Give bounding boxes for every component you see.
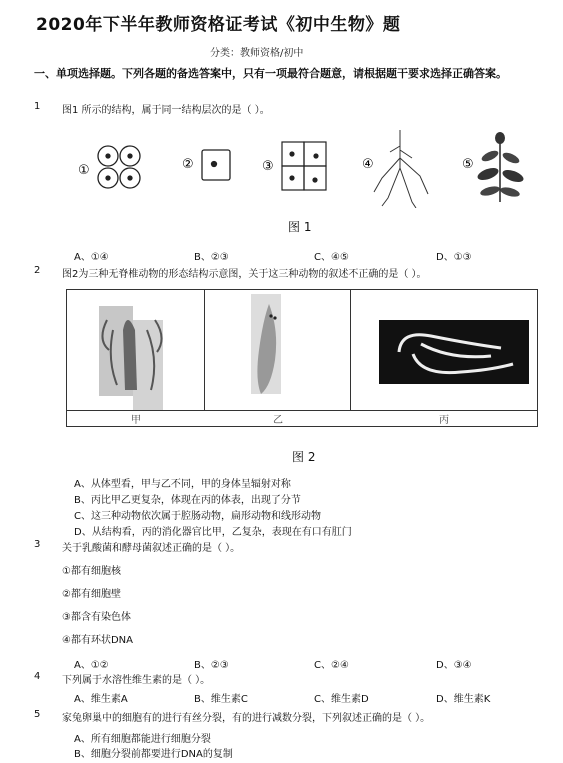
root-drawing <box>374 130 428 208</box>
question-1-number: 1 <box>34 101 41 112</box>
question-5-text: 家兔卵巢中的细胞有的进行有丝分裂，有的进行减数分裂，下列叙述正确的是（ ）。 <box>62 713 431 724</box>
q2-option-a[interactable]: A、从体型看，甲与乙不同，甲的身体呈辐射对称 <box>74 479 291 490</box>
question-2-text: 图2为三种无脊椎动物的形态结构示意图，关于这三种动物的叙述不正确的是（ ）。 <box>62 269 427 280</box>
q3-statement-1: ①都有细胞核 <box>62 566 121 577</box>
figure-1-label-4: ④ <box>362 157 374 172</box>
plant-drawing <box>476 132 525 202</box>
figure-1-caption: 图 1 <box>288 220 312 234</box>
figure-2-panel-bing <box>351 290 537 410</box>
question-1-text: 图1 所示的结构，属于同一结构层次的是（ ）。 <box>62 105 270 116</box>
figure-2-label-yi: 乙 <box>273 415 283 426</box>
figure-1-label-5: ⑤ <box>462 157 474 172</box>
q2-option-c[interactable]: C、这三种动物依次属于腔肠动物，扁形动物和线形动物 <box>74 511 321 522</box>
single-cell-drawing <box>202 150 230 180</box>
q5-option-a[interactable]: A、所有细胞都能进行细胞分裂 <box>74 734 211 745</box>
figure-1-label-3: ③ <box>262 159 274 174</box>
q3-statement-4: ④都有环状DNA <box>62 635 133 646</box>
q1-option-c[interactable]: C、④⑤ <box>314 252 349 263</box>
question-4-text: 下列属于水溶性维生素的是（ ）。 <box>62 675 211 686</box>
q2-option-b[interactable]: B、丙比甲乙更复杂，体现在丙的体表，出现了分节 <box>74 495 301 506</box>
q3-statement-3: ③都含有染色体 <box>62 612 131 623</box>
q2-option-d[interactable]: D、从结构看，丙的消化器官比甲，乙复杂，表现在有口有肛门 <box>74 527 352 538</box>
q1-option-a[interactable]: A、①④ <box>74 252 109 263</box>
q3-option-b[interactable]: B、②③ <box>194 660 229 671</box>
q3-option-c[interactable]: C、②④ <box>314 660 349 671</box>
flatworm-drawing <box>205 290 351 410</box>
jellyfish-drawing <box>67 290 205 410</box>
question-2-number: 2 <box>34 265 41 276</box>
q4-option-c[interactable]: C、维生素D <box>314 694 369 705</box>
question-5-number: 5 <box>34 709 41 720</box>
question-3-text: 关于乳酸菌和酵母菌叙述正确的是（ ）。 <box>62 543 241 554</box>
figure-1-label-2: ② <box>182 157 194 172</box>
question-3-number: 3 <box>34 539 41 550</box>
q4-option-a[interactable]: A、维生素A <box>74 694 128 705</box>
q3-option-a[interactable]: A、①② <box>74 660 109 671</box>
figure-1 <box>70 128 530 208</box>
category-label: 分类：教师资格/初中 <box>210 48 304 59</box>
q4-option-b[interactable]: B、维生素C <box>194 694 248 705</box>
q1-option-b[interactable]: B、②③ <box>194 252 229 263</box>
figure-1-label-1: ① <box>78 163 90 178</box>
question-4-number: 4 <box>34 671 41 682</box>
figure-2-label-jia: 甲 <box>131 415 141 426</box>
figure-2-panel-jia <box>67 290 205 410</box>
figure-2-label-bing: 丙 <box>439 415 449 426</box>
figure-2-caption: 图 2 <box>292 450 316 464</box>
figure-2 <box>66 289 538 427</box>
figure-2-panel-yi <box>205 290 351 410</box>
section-heading: 一、单项选择题。下列各题的备选答案中，只有一项最符合题意，请根据题干要求选择正确答案。 <box>34 67 507 80</box>
page-title: 2020年下半年教师资格证考试《初中生物》题 <box>36 15 401 35</box>
round-cells-drawing <box>98 146 140 188</box>
roundworm-drawing <box>351 290 537 410</box>
q4-option-d[interactable]: D、维生素K <box>436 694 491 705</box>
q5-option-b[interactable]: B、细胞分裂前都要进行DNA的复制 <box>74 749 233 760</box>
tissue-drawing <box>282 142 326 190</box>
q3-option-d[interactable]: D、③④ <box>436 660 472 671</box>
q1-option-d[interactable]: D、①③ <box>436 252 472 263</box>
q3-statement-2: ②都有细胞壁 <box>62 589 121 600</box>
